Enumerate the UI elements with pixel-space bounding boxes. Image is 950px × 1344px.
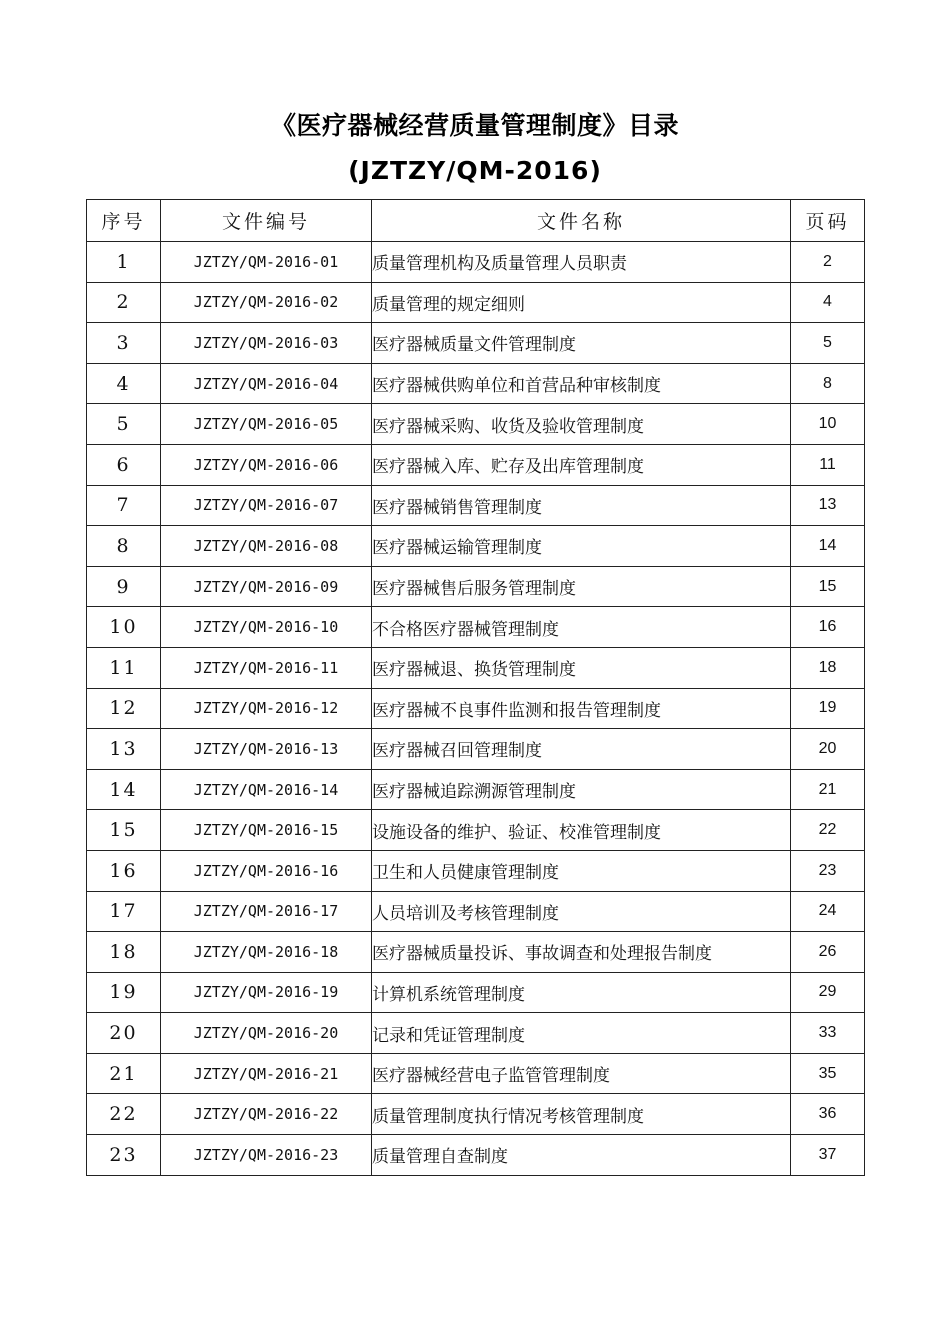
row-code: JZTZY/QM-2016-13 [161,729,372,770]
row-code: JZTZY/QM-2016-10 [161,607,372,648]
row-code: JZTZY/QM-2016-17 [161,891,372,932]
table-row [87,729,865,770]
row-document-name: 人员培训及考核管理制度 [372,891,791,932]
row-document-name: 质量管理自查制度 [372,1135,791,1176]
row-document-name: 质量管理的规定细则 [372,282,791,323]
row-index: 16 [87,850,161,891]
row-document-name: 记录和凭证管理制度 [372,1013,791,1054]
row-page-number: 18 [791,647,865,688]
row-document-name: 医疗器械运输管理制度 [372,526,791,567]
table-row [87,972,865,1013]
row-page-number: 37 [791,1135,865,1176]
row-page-number: 5 [791,323,865,364]
header-code: 文件编号 [161,200,372,242]
row-index: 10 [87,607,161,648]
header-index: 序号 [87,200,161,242]
row-page-number: 8 [791,363,865,404]
row-index: 5 [87,404,161,445]
table-row [87,566,865,607]
row-document-name: 质量管理制度执行情况考核管理制度 [372,1094,791,1135]
row-page-number: 33 [791,1013,865,1054]
row-document-name: 不合格医疗器械管理制度 [372,607,791,648]
table-row [87,363,865,404]
row-page-number: 35 [791,1053,865,1094]
row-code: JZTZY/QM-2016-18 [161,932,372,973]
row-page-number: 19 [791,688,865,729]
row-index: 3 [87,323,161,364]
row-code: JZTZY/QM-2016-07 [161,485,372,526]
row-code: JZTZY/QM-2016-08 [161,526,372,567]
table-row [87,647,865,688]
row-index: 18 [87,932,161,973]
row-index: 11 [87,647,161,688]
row-code: JZTZY/QM-2016-05 [161,404,372,445]
row-index: 15 [87,810,161,851]
table-row [87,526,865,567]
row-code: JZTZY/QM-2016-19 [161,972,372,1013]
row-document-name: 医疗器械采购、收货及验收管理制度 [372,404,791,445]
row-index: 2 [87,282,161,323]
row-document-name: 医疗器械退、换货管理制度 [372,647,791,688]
row-index: 14 [87,769,161,810]
row-index: 7 [87,485,161,526]
table-row [87,404,865,445]
row-index: 21 [87,1053,161,1094]
row-page-number: 22 [791,810,865,851]
row-page-number: 4 [791,282,865,323]
row-document-name: 设施设备的维护、验证、校准管理制度 [372,810,791,851]
row-index: 9 [87,566,161,607]
table-row [87,1135,865,1176]
row-document-name: 医疗器械供购单位和首营品种审核制度 [372,363,791,404]
row-document-name: 医疗器械召回管理制度 [372,729,791,770]
row-page-number: 13 [791,485,865,526]
table-row [87,1094,865,1135]
document-subtitle: (JZTZY/QM-2016) [348,156,602,185]
row-document-name: 医疗器械追踪溯源管理制度 [372,769,791,810]
row-code: JZTZY/QM-2016-09 [161,566,372,607]
row-code: JZTZY/QM-2016-06 [161,444,372,485]
row-page-number: 26 [791,932,865,973]
table-row [87,810,865,851]
row-document-name: 医疗器械入库、贮存及出库管理制度 [372,444,791,485]
row-document-name: 计算机系统管理制度 [372,972,791,1013]
row-page-number: 20 [791,729,865,770]
row-index: 22 [87,1094,161,1135]
row-code: JZTZY/QM-2016-16 [161,850,372,891]
row-code: JZTZY/QM-2016-01 [161,242,372,283]
table-row [87,891,865,932]
row-page-number: 21 [791,769,865,810]
table-row [87,242,865,283]
row-page-number: 29 [791,972,865,1013]
table-header-row [87,200,865,242]
row-code: JZTZY/QM-2016-15 [161,810,372,851]
row-index: 19 [87,972,161,1013]
row-document-name: 医疗器械销售管理制度 [372,485,791,526]
row-document-name: 医疗器械售后服务管理制度 [372,566,791,607]
row-document-name: 卫生和人员健康管理制度 [372,850,791,891]
row-code: JZTZY/QM-2016-02 [161,282,372,323]
table-row [87,932,865,973]
row-page-number: 2 [791,242,865,283]
row-code: JZTZY/QM-2016-03 [161,323,372,364]
table-row [87,1053,865,1094]
row-index: 13 [87,729,161,770]
row-document-name: 医疗器械不良事件监测和报告管理制度 [372,688,791,729]
table-row [87,688,865,729]
row-page-number: 14 [791,526,865,567]
row-document-name: 质量管理机构及质量管理人员职责 [372,242,791,283]
toc-table [86,199,865,1176]
row-index: 12 [87,688,161,729]
table-row [87,444,865,485]
table-row [87,769,865,810]
row-code: JZTZY/QM-2016-21 [161,1053,372,1094]
row-index: 1 [87,242,161,283]
row-code: JZTZY/QM-2016-20 [161,1013,372,1054]
row-index: 23 [87,1135,161,1176]
row-page-number: 15 [791,566,865,607]
row-index: 8 [87,526,161,567]
toc-body [87,242,865,1176]
table-row [87,850,865,891]
row-page-number: 24 [791,891,865,932]
row-page-number: 23 [791,850,865,891]
row-code: JZTZY/QM-2016-04 [161,363,372,404]
row-page-number: 16 [791,607,865,648]
row-code: JZTZY/QM-2016-11 [161,647,372,688]
document-title: 《医疗器械经营质量管理制度》目录 [270,111,679,140]
row-code: JZTZY/QM-2016-12 [161,688,372,729]
row-index: 17 [87,891,161,932]
table-row [87,282,865,323]
row-page-number: 36 [791,1094,865,1135]
row-index: 6 [87,444,161,485]
header-name: 文件名称 [372,200,791,242]
row-index: 20 [87,1013,161,1054]
row-document-name: 医疗器械质量文件管理制度 [372,323,791,364]
header-page: 页码 [791,200,865,242]
table-row [87,1013,865,1054]
table-row [87,485,865,526]
row-index: 4 [87,363,161,404]
table-row [87,323,865,364]
row-code: JZTZY/QM-2016-22 [161,1094,372,1135]
row-page-number: 11 [791,444,865,485]
row-code: JZTZY/QM-2016-14 [161,769,372,810]
table-row [87,607,865,648]
row-code: JZTZY/QM-2016-23 [161,1135,372,1176]
row-document-name: 医疗器械质量投诉、事故调查和处理报告制度 [372,932,791,973]
row-document-name: 医疗器械经营电子监管管理制度 [372,1053,791,1094]
row-page-number: 10 [791,404,865,445]
